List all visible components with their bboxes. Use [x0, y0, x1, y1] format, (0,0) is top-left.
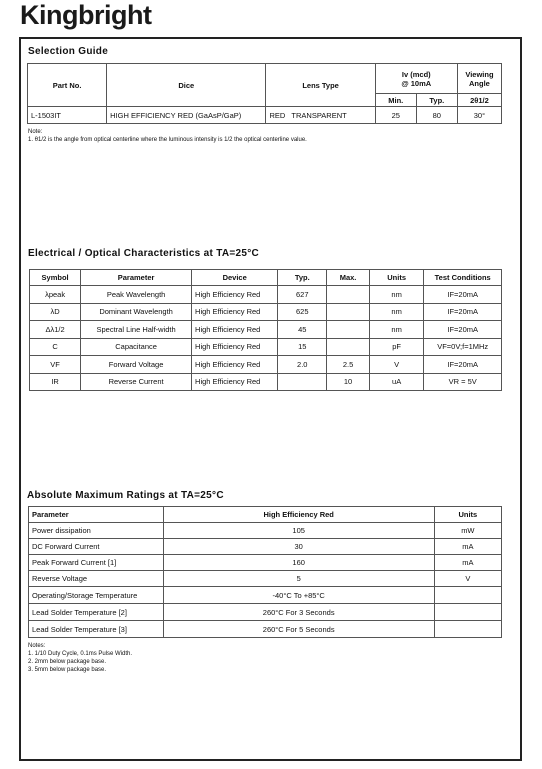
note-line: 3. 5mm below package base.	[28, 667, 107, 673]
electrical-cell: VR = 5V	[424, 373, 502, 391]
electrical-cell	[327, 321, 370, 339]
electrical-cell: High Efficiency Red	[192, 338, 278, 356]
table-row	[30, 373, 502, 391]
electrical-cell: nm	[369, 286, 423, 304]
electrical-cell: IF=20mA	[424, 321, 502, 339]
absolute-cell: -40°C To +85°C	[163, 587, 434, 604]
absolute-header: Units	[434, 507, 501, 523]
absolute-cell: mA	[434, 555, 501, 571]
note-line: 2. 2mm below package base.	[28, 659, 107, 665]
brand-logo: Kingbright	[20, 0, 152, 30]
electrical-cell: λD	[30, 303, 81, 321]
electrical-cell: uA	[369, 373, 423, 391]
absolute-cell	[434, 621, 501, 638]
header-iv-line2: @ 10mA	[401, 78, 432, 88]
header-iv-line1: Iv (mcd)	[401, 69, 431, 79]
electrical-cell: Reverse Current	[81, 373, 192, 391]
electrical-header: Typ.	[278, 270, 327, 286]
note-line: 1. 1/10 Duty Cycle, 0.1ms Pulse Width.	[28, 651, 133, 657]
electrical-cell: Dominant Wavelength	[81, 303, 192, 321]
table-row	[30, 303, 502, 321]
header-va-line2: Angle	[469, 78, 490, 88]
cell-min: 25	[375, 107, 416, 124]
table-row	[29, 539, 502, 555]
table-row	[30, 356, 502, 374]
electrical-cell: C	[30, 338, 81, 356]
electrical-header: Symbol	[30, 270, 81, 286]
cell-dice: HIGH EFFICIENCY RED (GaAsP/GaP)	[107, 107, 266, 124]
electrical-cell: IF=20mA	[424, 356, 502, 374]
electrical-cell	[278, 373, 327, 391]
absolute-notes	[28, 642, 328, 674]
electrical-cell: 10	[327, 373, 370, 391]
selection-guide-title: Selection Guide	[28, 46, 109, 57]
selection-note	[28, 128, 508, 144]
absolute-cell: Reverse Voltage	[29, 571, 164, 587]
table-row	[29, 555, 502, 571]
electrical-cell	[327, 286, 370, 304]
absolute-cell: 105	[163, 523, 434, 539]
electrical-cell: 2.5	[327, 356, 370, 374]
absolute-title: Absolute Maximum Ratings at TA=25°C	[27, 490, 224, 501]
electrical-cell: λpeak	[30, 286, 81, 304]
cell-typ: 80	[416, 107, 457, 124]
header-part-no: Part No.	[28, 64, 107, 107]
header-typ: Typ.	[416, 94, 457, 107]
absolute-ratings-table	[28, 506, 502, 638]
absolute-cell: Lead Solder Temperature [3]	[29, 621, 164, 638]
electrical-header: Parameter	[81, 270, 192, 286]
absolute-cell	[434, 604, 501, 621]
electrical-table	[29, 269, 502, 391]
header-dice: Dice	[107, 64, 266, 107]
electrical-cell: High Efficiency Red	[192, 321, 278, 339]
electrical-cell	[327, 303, 370, 321]
notes-label: Notes:	[28, 643, 46, 649]
absolute-cell: 260°C For 3 Seconds	[163, 604, 434, 621]
absolute-cell: 5	[163, 571, 434, 587]
absolute-cell: 160	[163, 555, 434, 571]
table-row	[29, 523, 502, 539]
electrical-cell: 2.0	[278, 356, 327, 374]
electrical-cell: pF	[369, 338, 423, 356]
table-row	[29, 571, 502, 587]
electrical-cell: 625	[278, 303, 327, 321]
electrical-cell: High Efficiency Red	[192, 373, 278, 391]
absolute-cell: Lead Solder Temperature [2]	[29, 604, 164, 621]
electrical-cell: IR	[30, 373, 81, 391]
table-row	[30, 321, 502, 339]
header-iv	[375, 64, 457, 94]
electrical-cell: High Efficiency Red	[192, 303, 278, 321]
note-text: 1. θ1/2 is the angle from optical centerline where the luminous intensity is 1/2 the optical centerline value.	[28, 137, 307, 143]
cell-part-no: L-1503IT	[28, 107, 107, 124]
electrical-cell: 45	[278, 321, 327, 339]
electrical-cell: 15	[278, 338, 327, 356]
cell-lens: RED TRANSPARENT	[266, 107, 375, 124]
table-row	[30, 338, 502, 356]
absolute-cell: mA	[434, 539, 501, 555]
electrical-cell: Forward Voltage	[81, 356, 192, 374]
electrical-cell: High Efficiency Red	[192, 356, 278, 374]
electrical-cell: Spectral Line Half-width	[81, 321, 192, 339]
electrical-cell: VF=0V;f=1MHz	[424, 338, 502, 356]
table-row	[30, 286, 502, 304]
absolute-header: Parameter	[29, 507, 164, 523]
electrical-cell: Peak Wavelength	[81, 286, 192, 304]
electrical-cell: Capacitance	[81, 338, 192, 356]
electrical-header: Units	[369, 270, 423, 286]
selection-guide-table	[27, 63, 502, 124]
absolute-header: High Efficiency Red	[163, 507, 434, 523]
electrical-title: Electrical / Optical Characteristics at TA=25°C	[28, 248, 260, 259]
header-va-line1: Viewing	[465, 69, 494, 79]
electrical-cell: 627	[278, 286, 327, 304]
absolute-cell: V	[434, 571, 501, 587]
table-row	[29, 621, 502, 638]
absolute-cell: 260°C For 5 Seconds	[163, 621, 434, 638]
electrical-cell: nm	[369, 321, 423, 339]
electrical-cell: IF=20mA	[424, 286, 502, 304]
electrical-cell: Δλ1/2	[30, 321, 81, 339]
header-min: Min.	[375, 94, 416, 107]
table-row	[29, 604, 502, 621]
electrical-cell: nm	[369, 303, 423, 321]
electrical-header: Max.	[327, 270, 370, 286]
absolute-cell: 30	[163, 539, 434, 555]
header-theta: 2θ1/2	[457, 94, 501, 107]
electrical-cell: IF=20mA	[424, 303, 502, 321]
absolute-cell: Power dissipation	[29, 523, 164, 539]
header-lens-type: Lens Type	[266, 64, 375, 107]
cell-angle: 30°	[457, 107, 501, 124]
electrical-cell: V	[369, 356, 423, 374]
electrical-header: Test Conditions	[424, 270, 502, 286]
absolute-cell	[434, 587, 501, 604]
absolute-cell: Operating/Storage Temperature	[29, 587, 164, 604]
absolute-cell: mW	[434, 523, 501, 539]
note-label: Note:	[28, 129, 43, 135]
electrical-header: Device	[192, 270, 278, 286]
absolute-cell: DC Forward Current	[29, 539, 164, 555]
absolute-cell: Peak Forward Current [1]	[29, 555, 164, 571]
electrical-cell: High Efficiency Red	[192, 286, 278, 304]
header-viewing-angle	[457, 64, 501, 94]
electrical-cell	[327, 338, 370, 356]
table-row	[29, 587, 502, 604]
electrical-cell: VF	[30, 356, 81, 374]
